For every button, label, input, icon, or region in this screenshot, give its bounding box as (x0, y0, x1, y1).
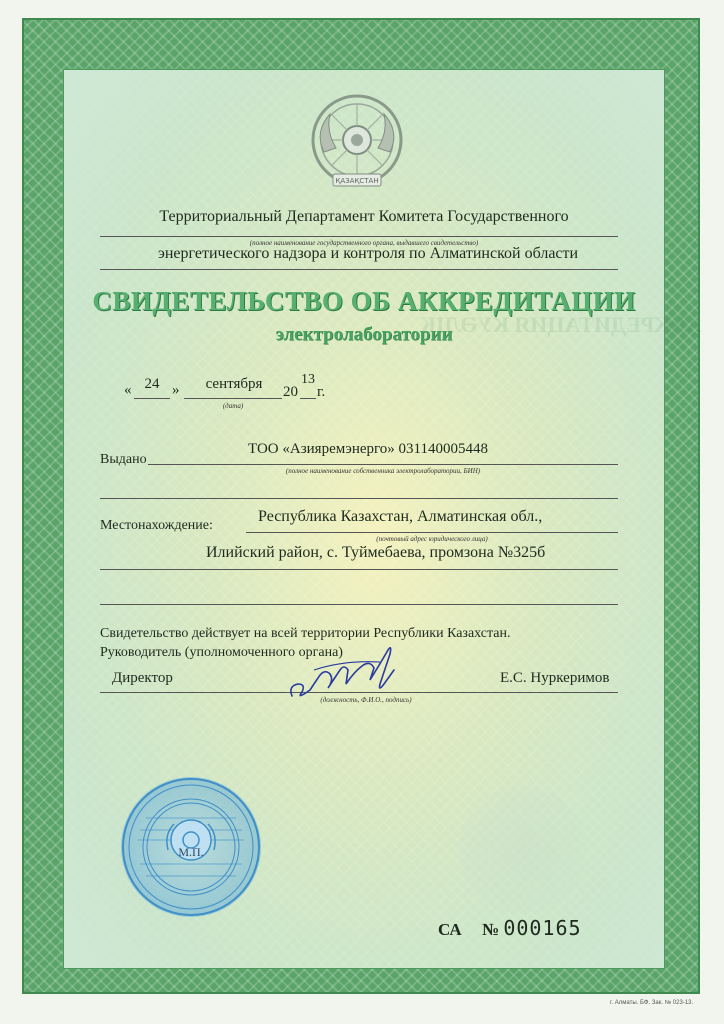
number-sign: № (481, 920, 500, 939)
date-year: 13 (301, 372, 315, 387)
blank-underline-1 (100, 498, 618, 499)
issuer-line-2: энергетического надзора и контроля по Алматинской области (158, 245, 579, 262)
location-label: Местонахождение: (100, 518, 213, 533)
blank-underline-2 (100, 604, 618, 605)
location-hint: (почтовый адрес юридического лица) (376, 535, 488, 543)
issued-value: ТОО «Азияремэнерго» 031140005448 (248, 441, 488, 457)
date-hint: (дата) (222, 402, 244, 410)
validity-text: Свидетельство действует на всей территории Республики Казахстан. (100, 626, 511, 641)
head-label: Руководитель (уполномоченного органа) (100, 645, 343, 660)
date-month-underline (184, 398, 282, 399)
certificate-number-value: 000165 (503, 916, 582, 940)
kazakhstan-emblem-icon (304, 92, 410, 194)
issued-underline (148, 464, 618, 465)
date-month: сентября (205, 376, 263, 392)
date-close-quote: » (172, 382, 180, 398)
signer-position: Директор (112, 670, 173, 686)
location-line-2: Илийский район, с. Туймебаева, промзона №325б (206, 544, 546, 561)
location-underline-2 (100, 569, 618, 570)
issuer-underline-2 (100, 269, 618, 270)
certificate-subtitle: электролаборатории (275, 324, 453, 345)
reverse-bleed-text: АККРЕДИТАЦИЯ КУӘЛІК (420, 312, 703, 337)
certificate-series: СА (438, 920, 462, 939)
emblem-caption: ҚАЗАҚСТАН (335, 177, 379, 185)
location-underline-1 (246, 532, 618, 533)
reverse-seal-shadow (458, 786, 586, 914)
issuer-hint: (полное наименование государственного органа, выдавшего свидетельство) (249, 239, 479, 247)
signer-name: Е.С. Нуркеримов (500, 670, 610, 686)
date-year-underline (300, 398, 316, 399)
location-line-1: Республика Казахстан, Алматинская обл., (258, 508, 543, 525)
issued-label: Выдано (100, 452, 147, 467)
signature-icon (284, 640, 414, 708)
date-suffix: г. (317, 384, 326, 400)
issuer-line-1: Территориальный Департамент Комитета Государственного (159, 208, 569, 225)
certificate-title: СВИДЕТЕЛЬСТВО ОБ АККРЕДИТАЦИИ (92, 286, 636, 316)
printer-note: г. Алматы. БФ. Зак. № 023-13. (610, 1000, 694, 1006)
certificate-number (438, 916, 582, 940)
official-seal-icon (118, 774, 264, 920)
date-century: 20 (283, 384, 298, 400)
date-open-quote: « (124, 382, 132, 398)
signer-hint: (должность, Ф.И.О., подпись) (320, 696, 412, 704)
issued-hint: (полное наименование собственника электролаборатории, БИН) (285, 467, 481, 475)
date-day-underline (134, 398, 170, 399)
date-day: 24 (144, 376, 160, 392)
issuer-underline-1 (100, 236, 618, 237)
seal-mp: М.П. (178, 845, 204, 859)
